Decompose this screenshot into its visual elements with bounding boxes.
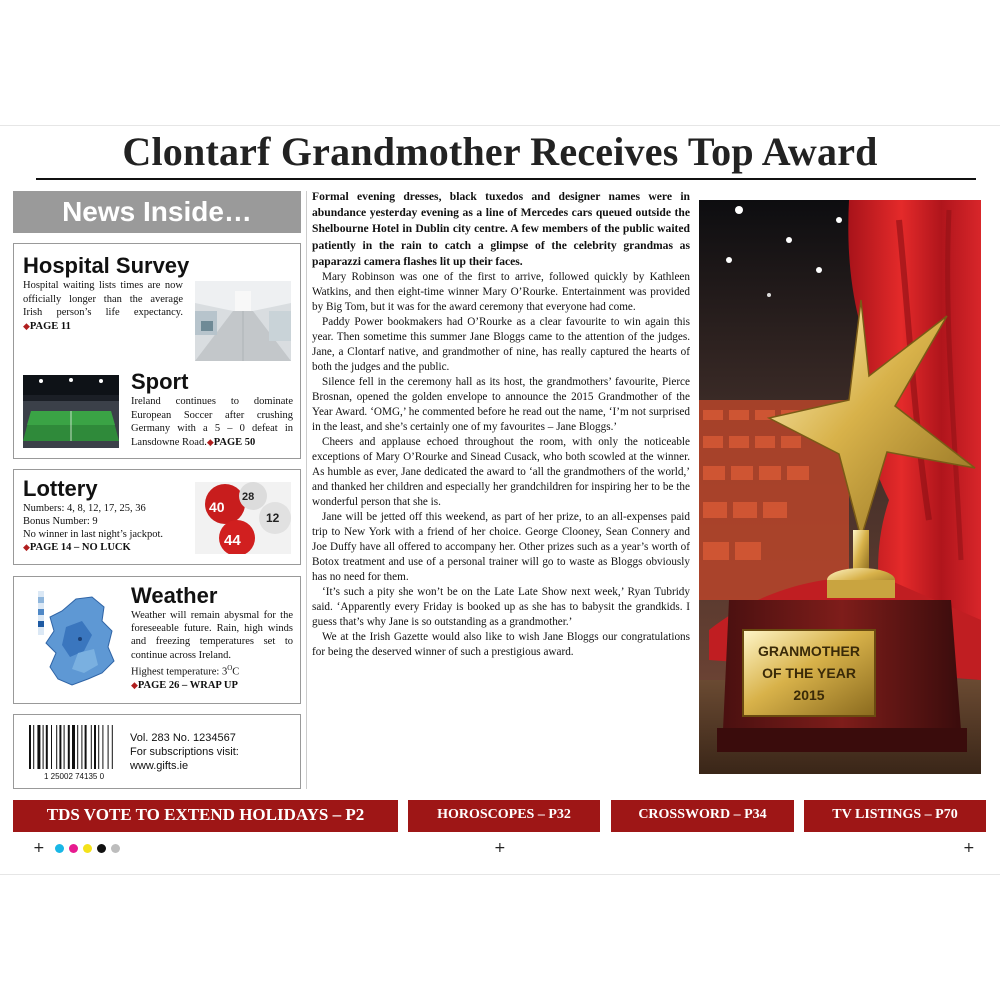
hospital-title: Hospital Survey — [23, 253, 190, 278]
crop-mark-icon: + — [33, 840, 45, 856]
barcode-bar — [85, 725, 87, 769]
volume-number: Vol. 283 No. 1234567 — [130, 732, 236, 744]
diamond-icon: ◆ — [206, 436, 214, 447]
subscription-link[interactable]: www.gifts.ie — [130, 760, 189, 772]
weather-box — [13, 576, 301, 704]
lottery-text — [23, 502, 203, 554]
news-inside-header: News Inside… — [13, 191, 301, 233]
hospital-text-body: Hospital waiting lists times are now officially longer than the average Irish person’s life expectancy. — [23, 280, 183, 318]
article-paragraph: Jane will be jetted off this weekend, as part of her prize, to an all-expenses paid trip to New York with a friend of her choice. George Clooney, Sean Connery and Joe Duffy have all offered to accompany her. Other prizes such as a year’s worth of Botox treatment and use of a personal trainer will go to waste as Bloggs obviously has no need for them. — [312, 511, 690, 584]
lottery-bonus: Bonus Number: 9 — [23, 516, 98, 527]
headline-rule — [36, 178, 976, 180]
bottom-link-horoscopes[interactable]: HOROSCOPES – P32 — [408, 800, 600, 832]
hospital-page-ref[interactable]: PAGE 11 — [29, 320, 71, 332]
barcode-bar — [46, 725, 48, 769]
hospital-sport-box — [13, 243, 301, 459]
barcode-bar — [102, 725, 103, 769]
lottery-box — [13, 469, 301, 565]
weather-page-ref[interactable]: PAGE 26 – WRAP UP — [137, 679, 238, 691]
weather-title: Weather — [131, 583, 218, 608]
barcode-bar — [43, 725, 44, 769]
subscription-info — [130, 731, 239, 773]
barcode-bar — [112, 725, 113, 769]
ball-label: 28 — [242, 491, 255, 503]
barcode-bar — [37, 725, 40, 769]
sport-text-body: Ireland continues to dominate European Soccer after crushing Germany with a 5 – 0 defeat in Lansdowne Road. — [131, 396, 293, 448]
ball-label: 44 — [224, 532, 241, 549]
stadium-photo — [23, 375, 119, 448]
weather-temp-degree: O — [227, 663, 233, 672]
article-paragraph: Paddy Power bookmakers had O’Rourke as a clear favourite to win again this year. Then sometime this summer Jane Bloggs came to the attention of the judges. Jane, a Clontarf native, and grandmother of nine, has really captured the hearts of both the judges and the public. — [312, 316, 690, 374]
lottery-balls-photo — [195, 482, 291, 554]
barcode-bar — [68, 725, 70, 769]
barcode-bar — [29, 725, 31, 769]
barcode — [25, 723, 123, 781]
black-registration-dot — [97, 844, 106, 853]
magenta-registration-dot — [69, 844, 78, 853]
barcode-bar — [77, 725, 78, 769]
weather-temp-unit: C — [232, 666, 240, 678]
ireland-weather-map — [36, 587, 120, 693]
sport-text — [131, 395, 293, 449]
barcode-bar — [51, 725, 52, 769]
weather-text — [131, 609, 293, 692]
headline: Clontarf Grandmother Receives Top Award — [122, 129, 878, 174]
bottom-link-tv-listings[interactable]: TV LISTINGS – P70 — [804, 800, 986, 832]
article-paragraph: Silence fell in the ceremony hall as its host, the grandmothers’ favourite, Pierce Brosnan, opened the golden envelope to announce the 2015 Grandmother of the Year Award. ‘OMG,’ he commented before he read out the name, ‘I’m not surprised in the least, and she’s certainly one of my favourites – Jane Bloggs.’ — [312, 376, 690, 434]
plaque-line: GRANMOTHER — [758, 643, 860, 659]
article-paragraph: Mary Robinson was one of the first to arrive, followed quickly by Kathleen Watkins, and then eight-time winner Mary O’Rourke. Entertainment was provided by Big Tom, but it was for the award ceremony that everyone had come. — [312, 271, 690, 314]
hospital-text — [23, 279, 183, 333]
lottery-numbers: Numbers: 4, 8, 12, 17, 25, 36 — [23, 503, 146, 514]
article-paragraph: ‘It’s such a pity she won’t be on the Late Late Show next week,’ Ryan Tubridy said. ‘Apparently every Friday is booked up as she has to babysit the grandkids. I guess that’s why Jane is so outstanding as a grandmother.’ — [312, 586, 690, 629]
barcode-bar — [64, 725, 65, 769]
trophy-photo — [699, 200, 981, 774]
barcode-bar — [108, 725, 109, 769]
barcode-digits: 1 25002 74135 0 — [43, 772, 105, 781]
barcode-bar — [59, 725, 61, 769]
barcode-bar — [98, 725, 99, 769]
diamond-icon: ◆ — [131, 679, 138, 690]
info-box — [13, 714, 301, 789]
weather-temp — [131, 662, 293, 679]
bottom-link-holidays[interactable]: TDS VOTE TO EXTEND HOLIDAYS – P2 — [13, 800, 398, 832]
bottom-link-crossword[interactable]: CROSSWORD – P34 — [611, 800, 794, 832]
article-lead: Formal evening dresses, black tuxedos and designer names were in abundance yesterday evening as a line of Mercedes cars queued outside the Shelbourne Hotel in Dublin city centre. A few members of the public waited patiently in the rain to catch a glimpse of the celebrity grandmas as paparazzi camera flashes lit up their faces. — [312, 190, 690, 268]
diamond-icon: ◆ — [23, 320, 30, 331]
weather-temp-label: Highest temperature: 3 — [131, 666, 228, 678]
lottery-jackpot: No winner in last night’s jackpot. — [23, 529, 163, 540]
barcode-bar — [94, 725, 96, 769]
ball-label: 40 — [209, 499, 225, 515]
hospital-photo — [195, 281, 291, 361]
barcode-bar — [33, 725, 34, 769]
diamond-icon: ◆ — [23, 542, 30, 552]
plaque-line: OF THE YEAR — [762, 665, 856, 681]
barcode-bar — [91, 725, 92, 769]
barcode-bar — [72, 725, 75, 769]
crop-mark-icon: + — [963, 840, 975, 856]
lottery-title: Lottery — [23, 476, 98, 501]
grey-registration-dot — [111, 844, 120, 853]
barcode-bar — [81, 725, 82, 769]
plaque-line: 2015 — [793, 687, 825, 703]
subscription-label: For subscriptions visit: — [130, 746, 239, 758]
sport-page-ref[interactable]: PAGE 50 — [213, 436, 256, 448]
article-paragraph: Cheers and applause echoed throughout the room, with only the noticeable exceptions of Mary O’Rourke and Sinead Cusack, who both scowled at the winner. As humble as ever, Jane dedicated the award to ‘all the grandmothers of the world,’ and thanked her children and especially her grandchildren for inspiring her to be the wonderful person that she is. — [312, 436, 690, 509]
crop-mark-icon: + — [494, 840, 506, 856]
column-divider — [306, 191, 307, 789]
article-paragraph: We at the Irish Gazette would also like to wish Jane Bloggs our congratulations for being the deserved winner of such a prestigious award. — [312, 631, 690, 659]
lottery-page-ref[interactable]: PAGE 14 – NO LUCK — [29, 542, 131, 553]
main-article — [312, 189, 690, 660]
ball-label: 12 — [266, 511, 280, 525]
yellow-registration-dot — [83, 844, 92, 853]
sport-title: Sport — [131, 369, 189, 394]
weather-text-body: Weather will remain abysmal for the foreseeable future. Rain, high winds and freezing temperatures set to continue across Ireland. — [131, 610, 293, 661]
barcode-bar — [56, 725, 57, 769]
cyan-registration-dot — [55, 844, 64, 853]
